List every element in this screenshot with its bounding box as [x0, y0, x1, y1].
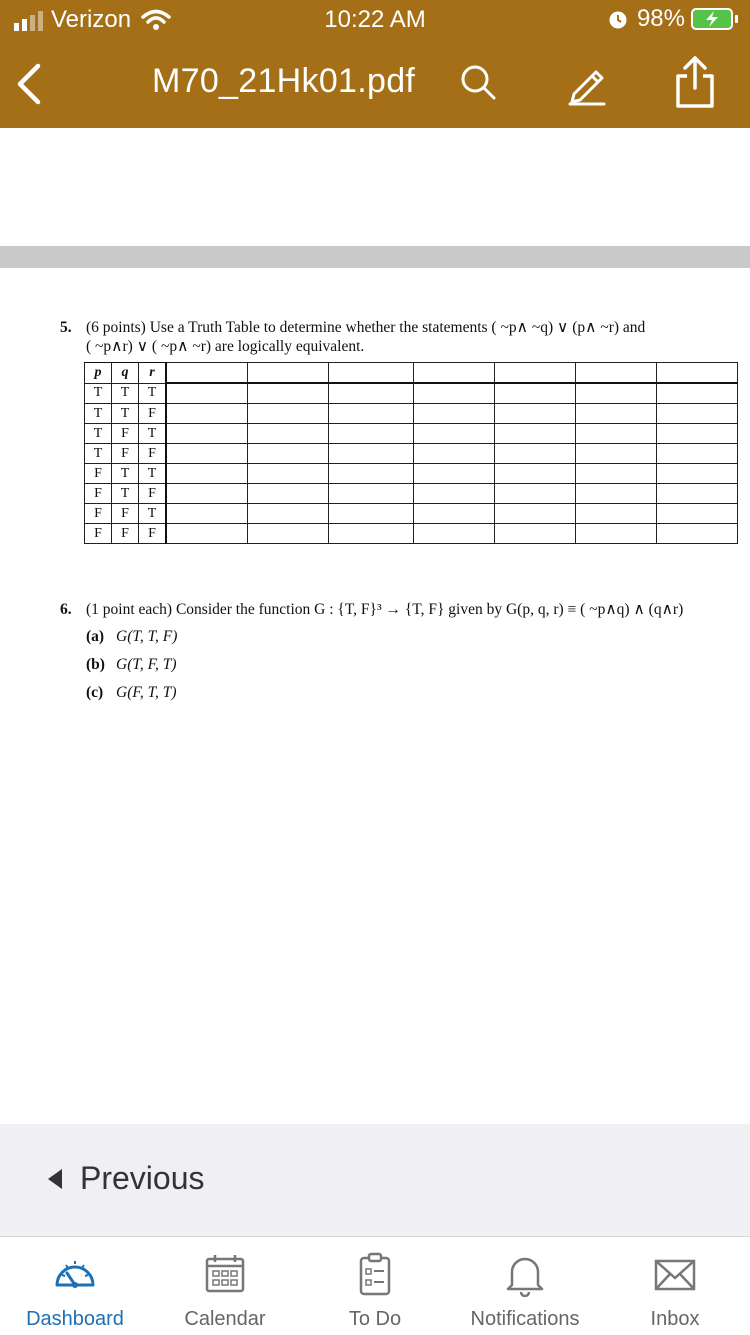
truth-table-blank-cell [414, 363, 495, 384]
truth-table-blank-cell [657, 464, 738, 484]
truth-table-blank-cell [657, 424, 738, 444]
app-header [0, 0, 750, 128]
truth-table-value-cell: F [139, 404, 167, 424]
truth-table-blank-cell [657, 383, 738, 404]
document-title: M70_21Hk01.pdf [152, 62, 416, 100]
back-triangle-icon [48, 1169, 62, 1189]
truth-table-blank-cell [248, 404, 329, 424]
page-divider [0, 246, 750, 268]
q6-part-a: (a) G(T, T, F) [86, 628, 178, 645]
pdf-page-content [60, 318, 750, 701]
tab-inbox[interactable] [600, 1237, 750, 1335]
tab-todo-label: To Do [348, 1308, 402, 1330]
truth-table-blank-cell [657, 444, 738, 464]
truth-table-value-cell: T [85, 383, 112, 404]
truth-table-blank-cell [414, 444, 495, 464]
truth-table-row [85, 524, 738, 544]
truth-table-blank-cell [166, 524, 248, 544]
truth-table-blank-cell [248, 444, 329, 464]
truth-table-blank-cell [495, 524, 576, 544]
bell-icon [502, 1251, 548, 1297]
previous-button[interactable] [48, 1160, 205, 1197]
truth-table-blank-cell [414, 424, 495, 444]
q6-part-c: (c) G(F, T, T) [86, 684, 177, 701]
truth-table-header-cell: p [85, 363, 112, 384]
truth-table-value-cell: T [112, 383, 139, 404]
truth-table-blank-cell [576, 484, 657, 504]
truth-table-blank-cell [329, 464, 414, 484]
truth-table-blank-cell [166, 464, 248, 484]
truth-table-blank-cell [248, 504, 329, 524]
truth-table-blank-cell [576, 464, 657, 484]
todo-icon [352, 1251, 398, 1297]
truth-table-header-cell: q [112, 363, 139, 384]
truth-table-blank-cell [414, 404, 495, 424]
truth-table-blank-cell [166, 404, 248, 424]
calendar-icon [202, 1251, 248, 1297]
truth-table-row [85, 504, 738, 524]
q5-text-line1: (6 points) Use a Truth Table to determine whether the statements ( ~p∧ ~q) ∨ (p∧ ~r) and [86, 319, 646, 336]
truth-table-row [85, 484, 738, 504]
truth-table-blank-cell [414, 524, 495, 544]
truth-table-value-cell: F [85, 464, 112, 484]
truth-table-blank-cell [495, 424, 576, 444]
truth-table-blank-cell [495, 444, 576, 464]
truth-table-value-cell: F [85, 504, 112, 524]
truth-table-blank-cell [576, 444, 657, 464]
truth-table-blank-cell [495, 484, 576, 504]
q5-text-line2: ( ~p∧r) ∨ ( ~p∧ ~r) are logically equivalent. [86, 338, 365, 355]
truth-table-value-cell: T [85, 424, 112, 444]
back-chevron-icon[interactable] [10, 62, 50, 106]
truth-table-blank-cell [166, 424, 248, 444]
battery-status [607, 5, 738, 33]
truth-table-blank-cell [329, 504, 414, 524]
annotate-pen-icon[interactable] [564, 60, 610, 106]
q6-part-b: (b) G(T, F, T) [86, 656, 177, 673]
tab-bar [0, 1236, 750, 1335]
truth-table-value-cell: F [112, 444, 139, 464]
tab-inbox-label: Inbox [650, 1308, 700, 1330]
truth-table-row [85, 424, 738, 444]
truth-table-blank-cell [576, 504, 657, 524]
truth-table-blank-cell [576, 404, 657, 424]
truth-table-blank-cell [166, 363, 248, 384]
tab-calendar-label: Calendar [184, 1308, 266, 1330]
truth-table-blank-cell [329, 484, 414, 504]
share-icon[interactable] [672, 54, 718, 110]
truth-table-value-cell: T [139, 504, 167, 524]
carrier-label: Verizon [51, 6, 132, 33]
nav-bar [0, 50, 750, 120]
truth-table-blank-cell [329, 524, 414, 544]
truth-table-value-cell: F [85, 524, 112, 544]
truth-table-blank-cell [414, 484, 495, 504]
truth-table-blank-cell [329, 383, 414, 404]
truth-table-blank-cell [657, 504, 738, 524]
truth-table-blank-cell [166, 504, 248, 524]
clock: 10:22 AM [324, 6, 426, 33]
question-5 [60, 318, 750, 356]
previous-label: Previous [80, 1160, 205, 1196]
truth-table-value-cell: T [139, 464, 167, 484]
truth-table-blank-cell [657, 404, 738, 424]
truth-table-blank-cell [495, 383, 576, 404]
truth-table-value-cell: T [85, 444, 112, 464]
truth-table-blank-cell [495, 404, 576, 424]
battery-icon [691, 8, 733, 30]
q6-text: (1 point each) Consider the function G : {T, F}³ → {T, F} given by G(p, q, r) ≡ ( ~p∧q) ∧ (q∧r) [86, 601, 684, 618]
truth-table [84, 362, 738, 544]
truth-table-blank-cell [657, 363, 738, 384]
truth-table-row [85, 444, 738, 464]
status-bar [0, 0, 750, 40]
truth-table-value-cell: F [112, 424, 139, 444]
truth-table-blank-cell [166, 484, 248, 504]
truth-table-value-cell: F [139, 444, 167, 464]
truth-table-blank-cell [248, 524, 329, 544]
truth-table-row [85, 404, 738, 424]
alarm-icon [607, 8, 629, 30]
truth-table-row [85, 383, 738, 404]
truth-table-blank-cell [248, 383, 329, 404]
truth-table-blank-cell [329, 363, 414, 384]
truth-table-value-cell: F [139, 524, 167, 544]
question-6 [60, 600, 750, 701]
truth-table-value-cell: T [112, 464, 139, 484]
truth-table-value-cell: T [85, 404, 112, 424]
truth-table-blank-cell [576, 363, 657, 384]
truth-table-blank-cell [576, 524, 657, 544]
search-icon[interactable] [458, 62, 498, 102]
previous-bar [0, 1124, 750, 1236]
truth-table-value-cell: T [139, 424, 167, 444]
truth-table-blank-cell [248, 484, 329, 504]
truth-table-value-cell: F [112, 504, 139, 524]
truth-table-blank-cell [414, 504, 495, 524]
truth-table-header-row [85, 363, 738, 384]
tab-calendar[interactable] [150, 1237, 300, 1335]
q6-number: 6. [60, 601, 72, 618]
tab-dashboard-label: Dashboard [26, 1308, 124, 1330]
truth-table-blank-cell [495, 504, 576, 524]
truth-table-blank-cell [495, 363, 576, 384]
truth-table-blank-cell [329, 444, 414, 464]
truth-table-value-cell: F [112, 524, 139, 544]
truth-table-header-cell: r [139, 363, 167, 384]
truth-table-row [85, 464, 738, 484]
truth-table-blank-cell [329, 404, 414, 424]
truth-table-blank-cell [576, 424, 657, 444]
truth-table-blank-cell [576, 383, 657, 404]
truth-table-blank-cell [166, 383, 248, 404]
tab-notifications-label: Notifications [470, 1308, 580, 1330]
truth-table-blank-cell [248, 363, 329, 384]
truth-table-value-cell: F [139, 484, 167, 504]
truth-table-value-cell: T [112, 484, 139, 504]
inbox-icon [652, 1251, 698, 1297]
truth-table-value-cell: T [139, 383, 167, 404]
truth-table-value-cell: F [85, 484, 112, 504]
truth-table-blank-cell [414, 464, 495, 484]
truth-table-value-cell: T [112, 404, 139, 424]
dashboard-icon [52, 1251, 98, 1297]
truth-table-blank-cell [329, 424, 414, 444]
truth-table-blank-cell [166, 444, 248, 464]
tab-todo[interactable] [300, 1237, 450, 1335]
q5-number: 5. [60, 319, 72, 336]
truth-table-blank-cell [248, 424, 329, 444]
tab-notifications[interactable] [450, 1237, 600, 1335]
battery-percent: 98% [636, 5, 685, 32]
truth-table-blank-cell [657, 524, 738, 544]
truth-table-blank-cell [414, 383, 495, 404]
truth-table-blank-cell [248, 464, 329, 484]
truth-table-blank-cell [657, 484, 738, 504]
tab-dashboard[interactable] [0, 1237, 150, 1335]
truth-table-blank-cell [495, 464, 576, 484]
